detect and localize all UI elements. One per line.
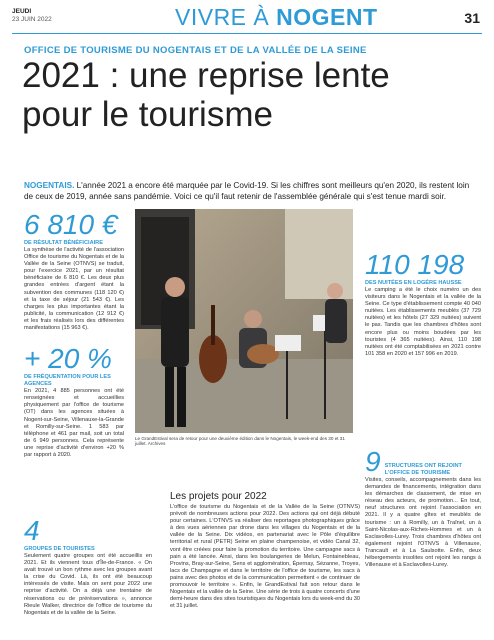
- photo-caption: Le GrandEstival sera de retour pour une deuxième édition dans le Nogentais, le week-end des 30 et 31 juillet. Archives: [135, 436, 345, 446]
- section-rubric: [175, 3, 378, 31]
- groups-block: [24, 516, 152, 617]
- rubric-town: NOGENT: [276, 4, 378, 30]
- projects-title: Les projets pour 2022: [170, 491, 267, 502]
- issue-date-text: 23 JUIN 2022: [12, 16, 52, 23]
- issue-day: JEUDI: [12, 8, 32, 15]
- structures-text: Visites, conseils, accompagnements dans les demandes de financements, intégration dans les démarches de classement, de mise en réseau des acteurs, de promotion... En tout, neuf structures ont rejoint l'association en 2021. Il y a quatre gîtes et meublés de tourisme : un à Romilly, un à Traînel, un à Saint-Nicolas-aux-Riches-Hommes et un à Esclavolles-Lurey. Trois chambres d'hôtes ont également rejoint l'OTNVS à Villenauxe, Trancault et à La Saulsotte. Enfin, deux hébergements insolites ont rejoint les rangs à Villenauxe et à Esclavolles-Lurey.: [365, 477, 481, 569]
- nights-text: Le camping a été le choix numéro un des visiteurs dans le Nogentais et la vallée de la Seine. Ce type d'établissement compte 40 040 nuitées. Les établissements meublés (37 729 nuitées) et les hôtels (27 329 nuitées) suivent le pas. Tandis que les chambres d'hôtes sont encore plus ou moins boudées par les touristes (4 365 nuitées). Ainsi, 110 198 nuitées ont été comptabilisées en 2021 contre 101 358 en 2020 et 157 996 en 2019.: [365, 287, 481, 357]
- groups-text: Seulement quatre groupes ont été accueillis en 2021. Et ils viennent tous d'Île-de-France. « On avait trouvé un bon rythme avec les groupes avant la crise du Covid. Là, ils ont été beaucoup intéressés de visite. Mais on sent pour 2022 une reprise d'activité. On a déjà une trentaine de réservations ou de préréservations », annonce Rieule Walker, directrice de l'office de tourisme du Nogentais et de la vallée de la Seine.: [24, 553, 152, 616]
- title-line-2: pour le tourisme: [22, 95, 273, 134]
- title-line-1: 2021 : une reprise lente: [22, 56, 390, 95]
- attendance-label: DE FRÉQUENTATION POUR LES AGENCES: [24, 374, 111, 388]
- groups-label: GROUPES DE TOURISTES: [24, 546, 95, 552]
- structures-number: 9: [365, 446, 381, 477]
- right-column-top: [365, 250, 481, 358]
- groups-number: 4: [24, 515, 40, 546]
- result-text: La synthèse de l'activité de l'association Office de tourisme du Nogentais et de la Vallée de la Seine (OTNVS) se traduit, pour l'exercice 2021, par un résultat bénéficiaire de 6 810 €. Les deux plus grandes entrées d'argent étant la subvention des communes (118 120 €) et la taxe de séjour (21 543 €). Les charges les plus importantes étant la publicité, la communication (12 912 €) et les frais réalisés lors des différentes manifestations (15 963 €).: [24, 247, 124, 332]
- result-number: 6 810 €: [24, 209, 118, 240]
- lead-place: NOGENTAIS.: [24, 181, 75, 190]
- projects-text: L'office de tourisme du Nogentais et de la Vallée de la Seine (OTNVS) prévoit de nombreuses actions pour 2022. Des actions qui ont déjà débuté pour certaines. L'OTNVS va réaliser des reportages photographiques grâce à des vues aériennes par drone dans les villages du Nogentais et de la vallée de la Seine. Dix vidéos, en partenariat avec le Pôle d'équilibre territorial et rural (PETR) Seine en plaine champenoise, et vidéo Canal 32, vont être créées pour faire la promotion du territoire. Une campagne sacs à pain a été lancée. Ainsi, dans les boulangeries de Melun, Fontainebleau, Provins, Bray-sur-Seine, Sens et agglomération, Épernay, Sézanne, Troyes, lacs de Champagne et dans le territoire de l'office de tourisme, les sacs à pains avec des photos et de la communication permettent « de continuer de promouvoir le territoire ». Enfin, le GrandEstival fait son retour dans le Nogentais et la vallée de la Seine. Une série de trois à quatre concerts d'une demi-heure dans des sites touristiques du Nogentais lors du week-end du 30 et 31 juillet.: [170, 504, 360, 610]
- rubric-prefix: VIVRE À: [175, 4, 270, 30]
- attendance-text: En 2021, 4 885 personnes ont été renseignées et accueillies physiquement par l'office de tourisme (OT) dans les agences situées à Nogent-sur-Seine, Villenauxe-la-Grande et Romilly-sur-Seine. 1 583 par téléphone et 461 par mail, soit un total de 6 949 personnes. Cela représente une reprise d'activité d'environ +20 % par rapport à 2020.: [24, 388, 124, 458]
- article-lead: [24, 180, 480, 202]
- issue-date: [12, 8, 52, 24]
- header-rule: [12, 33, 482, 34]
- projects-block: [170, 491, 360, 610]
- right-column-bottom: [365, 447, 481, 569]
- left-column: [24, 210, 124, 459]
- page-number: 31: [464, 10, 480, 26]
- result-label: DE RÉSULTAT BÉNÉFICIAIRE: [24, 240, 103, 246]
- article-kicker: OFFICE DE TOURISME DU NOGENTAIS ET DE LA VALLÉE DE LA SEINE: [24, 45, 367, 56]
- structures-label: STRUCTURES ONT REJOINT L'OFFICE DE TOURISME: [384, 463, 462, 476]
- musicians-photo-icon: [135, 209, 353, 433]
- nights-label: DES NUITÉES EN LOGÉRE HAUSSE: [365, 280, 462, 286]
- article-photo: [135, 209, 353, 433]
- attendance-number: + 20 %: [24, 343, 112, 375]
- article-title: [22, 56, 482, 134]
- lead-text: L'année 2021 a encore été marquée par le Covid-19. Si les chiffres sont meilleurs qu'en 2020, ils restent loin de ceux de 2019, année sans pandémie. Voici ce qu'il faut retenir de l'assemblée générale qui s'est tenue mardi soir.: [24, 181, 470, 201]
- nights-number: 110 198: [365, 249, 465, 280]
